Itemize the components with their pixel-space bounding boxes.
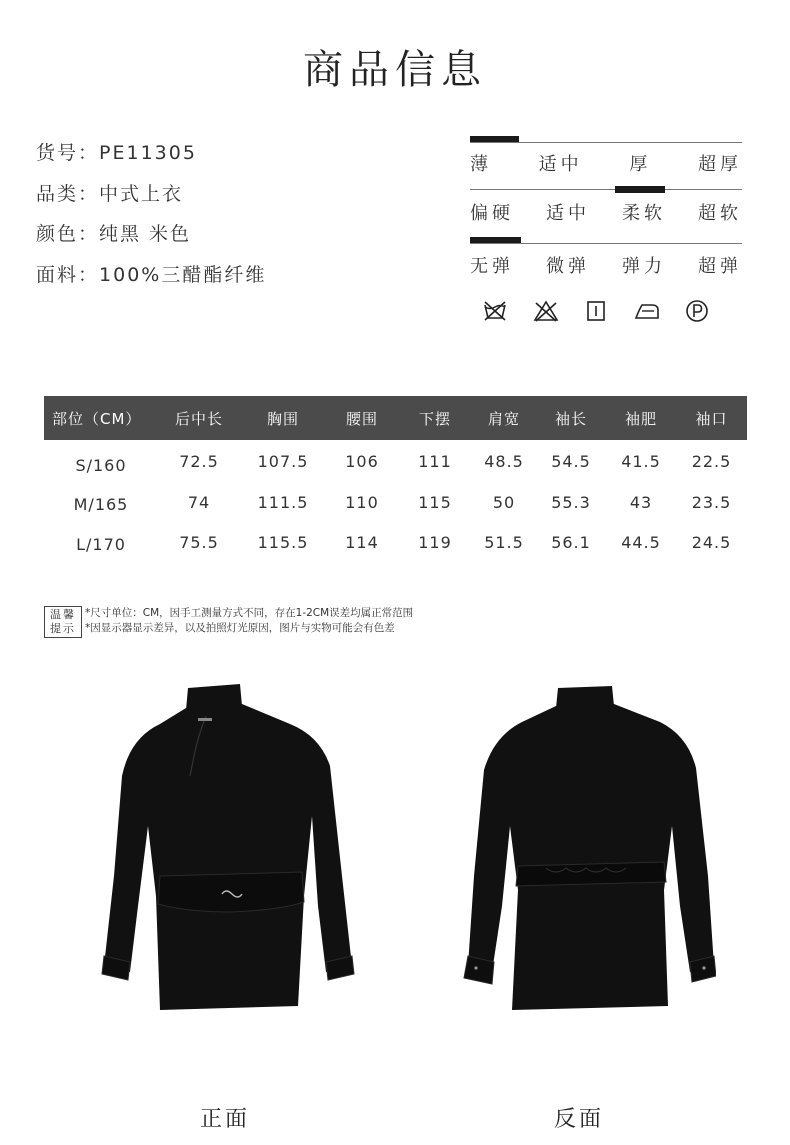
table-cell: 22.5 (691, 451, 732, 471)
info-key: 面料： (36, 263, 100, 286)
table-cell: 110 (345, 492, 379, 512)
option-medium: 适中 (538, 154, 583, 175)
info-row-category (36, 179, 266, 220)
table-cell: 106 (345, 451, 379, 471)
table-cell: S/160 (75, 455, 127, 475)
front-caption: 正面 (200, 1107, 251, 1132)
tips-line: *因显示器显示差异，以及拍照灯光原因，图片与实物可能会有色差 (85, 622, 395, 634)
tumble-dry-icon (583, 298, 609, 324)
do-not-wash-icon (482, 298, 508, 324)
option-no-stretch: 无弹 (470, 256, 514, 277)
scale-line (470, 142, 742, 143)
info-value: 纯黑 米色 (99, 223, 192, 245)
table-cell: 56.1 (551, 532, 591, 552)
product-info (36, 138, 266, 300)
table-cell: M/165 (73, 494, 129, 514)
info-key: 货号： (36, 142, 100, 164)
info-key: 品类： (36, 182, 100, 205)
option-stretch: 弹力 (622, 256, 666, 277)
info-row-fabric (36, 260, 266, 301)
info-key: 颜色： (36, 223, 100, 245)
care-instructions (482, 298, 710, 324)
table-cell: 23.5 (691, 492, 732, 512)
back-caption: 反面 (554, 1107, 605, 1132)
option-thick: 厚 (629, 154, 652, 175)
info-row-color (36, 219, 266, 260)
page-title: 商品信息 (303, 47, 487, 93)
size-table (44, 396, 747, 562)
table-cell: 50 (492, 492, 516, 512)
tips-label-bottom: 提示 (50, 622, 76, 635)
table-cell: 51.5 (484, 532, 524, 552)
option-super-stretch: 超弹 (698, 256, 742, 277)
tips-text (85, 606, 413, 636)
column-header: 部位（CM） (44, 396, 158, 440)
do-not-bleach-icon (533, 298, 559, 324)
table-cell: 54.5 (551, 451, 591, 471)
table-cell: 43 (629, 492, 653, 512)
selected-marker (615, 186, 665, 193)
front-garment-image (90, 676, 360, 1036)
column-header: 袖口 (676, 396, 747, 440)
table-cell: 72.5 (179, 451, 219, 471)
tips-line: *尺寸单位：CM，因手工测量方式不同，存在1-2CM误差均属正常范围 (85, 607, 414, 619)
option-slight-stretch: 微弹 (546, 256, 590, 277)
iron-low-icon (634, 298, 660, 324)
column-header: 袖肥 (606, 396, 676, 440)
tips-label-top: 温馨 (50, 608, 76, 621)
info-value: 100%三醋酯纤维 (99, 263, 267, 286)
column-header: 肩宽 (472, 396, 536, 440)
front-shirt-illustration (90, 676, 360, 1036)
table-cell: 75.5 (179, 532, 219, 552)
table-cell: 24.5 (691, 532, 732, 552)
table-row (44, 440, 747, 482)
dry-clean-p-icon (684, 298, 710, 324)
table-cell: 119 (418, 532, 452, 552)
column-header: 腰围 (326, 396, 398, 440)
scale-line (470, 243, 742, 244)
table-cell: 111.5 (257, 492, 309, 512)
option-soft: 柔软 (622, 203, 666, 224)
tips-label (44, 606, 82, 638)
column-header: 袖长 (536, 396, 606, 440)
column-header: 后中长 (158, 396, 240, 440)
table-cell: 41.5 (621, 451, 661, 471)
table-cell: L/170 (76, 534, 126, 554)
table-row (44, 522, 747, 562)
table-cell: 114 (345, 532, 379, 552)
info-value: PE11305 (99, 142, 197, 164)
table-cell: 44.5 (621, 532, 661, 552)
table-cell: 115.5 (257, 532, 309, 552)
column-header: 胸围 (240, 396, 326, 440)
column-header: 下摆 (398, 396, 472, 440)
table-header-row (44, 396, 747, 440)
table-cell: 55.3 (551, 492, 591, 512)
option-hard: 偏硬 (470, 203, 514, 224)
option-extra-thick: 超厚 (697, 154, 742, 175)
info-value: 中式上衣 (99, 182, 184, 205)
table-cell: 48.5 (484, 451, 524, 471)
table-cell: 107.5 (257, 451, 309, 471)
back-shirt-illustration (446, 676, 716, 1036)
table-cell: 74 (187, 492, 211, 512)
scale-line (470, 189, 742, 190)
table-cell: 115 (418, 492, 452, 512)
option-extra-soft: 超软 (698, 203, 742, 224)
option-medium: 适中 (546, 203, 590, 224)
table-row (44, 482, 747, 522)
info-row-sku (36, 138, 266, 179)
back-garment-image (446, 676, 716, 1036)
table-cell: 111 (418, 451, 452, 471)
tips-note (44, 606, 413, 638)
option-thin: 薄 (470, 154, 492, 175)
